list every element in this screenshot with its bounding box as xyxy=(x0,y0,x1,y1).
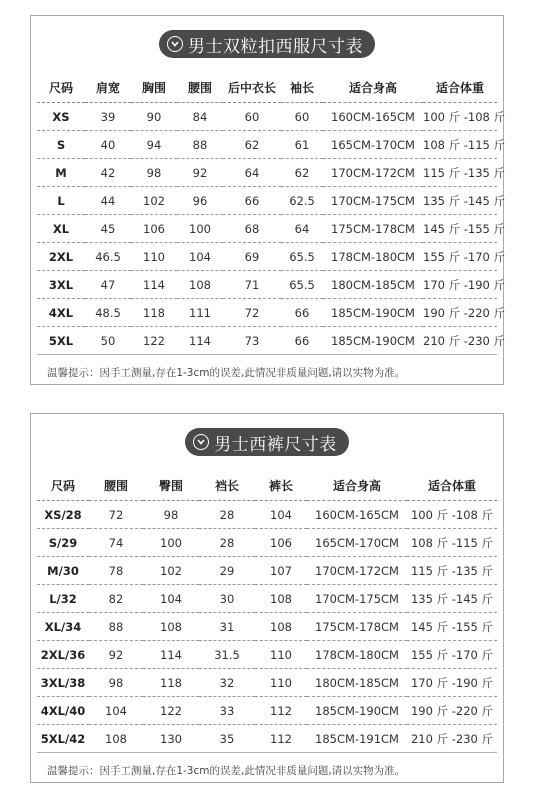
table-header-row xyxy=(37,470,497,501)
chevron-down-circle-icon xyxy=(193,434,209,450)
table-cell: 78 xyxy=(89,557,143,585)
table-cell: 35 xyxy=(199,725,255,753)
table-cell: 68 xyxy=(223,215,281,243)
table-cell: 66 xyxy=(223,187,281,215)
table-cell: 62.5 xyxy=(281,187,323,215)
table-cell: 210 斤 -230 斤 xyxy=(407,725,497,753)
table-cell: 178CM-180CM xyxy=(307,641,407,669)
table-cell: 112 xyxy=(255,697,307,725)
table-cell: 155 斤 -170 斤 xyxy=(423,243,497,271)
size-label: 4XL/40 xyxy=(37,697,89,725)
table-cell: 69 xyxy=(223,243,281,271)
table-cell: 102 xyxy=(131,187,177,215)
size-label: 3XL xyxy=(37,271,85,299)
table-cell: 82 xyxy=(89,585,143,613)
table-cell: 29 xyxy=(199,557,255,585)
table-cell: 46.5 xyxy=(85,243,131,271)
table-cell: 50 xyxy=(85,327,131,355)
jacket-note: 温馨提示：因手工测量,存在1-3cm的误差,此情况非质量问题,请以实物为准。 xyxy=(47,367,406,379)
table-cell: 175CM-178CM xyxy=(307,613,407,641)
table-cell: 28 xyxy=(199,501,255,529)
table-cell: 108 xyxy=(89,725,143,753)
table-cell: 108 斤 -115 斤 xyxy=(423,131,497,159)
chevron-down-circle-icon xyxy=(167,36,183,52)
table-row xyxy=(37,131,497,159)
table-row xyxy=(37,641,497,669)
column-header: 裤长 xyxy=(255,470,307,501)
table-cell: 110 xyxy=(131,243,177,271)
table-cell: 108 xyxy=(143,613,199,641)
table-cell: 33 xyxy=(199,697,255,725)
pants-title-banner xyxy=(185,428,349,456)
table-cell: 65.5 xyxy=(281,243,323,271)
table-row xyxy=(37,327,497,355)
pants-title-area xyxy=(31,414,503,470)
size-label: M xyxy=(37,159,85,187)
table-row xyxy=(37,187,497,215)
table-cell: 71 xyxy=(223,271,281,299)
table-cell: 108 斤 -115 斤 xyxy=(407,529,497,557)
table-cell: 104 xyxy=(143,585,199,613)
table-row xyxy=(37,243,497,271)
pants-size-chart xyxy=(30,413,504,783)
table-cell: 39 xyxy=(85,103,131,131)
table-row xyxy=(37,585,497,613)
table-cell: 73 xyxy=(223,327,281,355)
table-cell: 100 斤 -108 斤 xyxy=(423,103,497,131)
table-cell: 145 斤 -155 斤 xyxy=(423,215,497,243)
table-cell: 31 xyxy=(199,613,255,641)
table-cell: 170CM-172CM xyxy=(307,557,407,585)
table-cell: 122 xyxy=(131,327,177,355)
table-cell: 44 xyxy=(85,187,131,215)
column-header: 腰围 xyxy=(89,470,143,501)
size-label: 2XL xyxy=(37,243,85,271)
column-header: 袖长 xyxy=(281,72,323,103)
table-row xyxy=(37,613,497,641)
column-header: 适合身高 xyxy=(307,470,407,501)
column-header: 腰围 xyxy=(177,72,223,103)
table-cell: 165CM-170CM xyxy=(323,131,423,159)
table-cell: 135 斤 -145 斤 xyxy=(423,187,497,215)
table-cell: 210 斤 -230 斤 xyxy=(423,327,497,355)
table-cell: 115 斤 -135 斤 xyxy=(407,557,497,585)
size-label: 5XL/42 xyxy=(37,725,89,753)
column-header: 适合体重 xyxy=(423,72,497,103)
table-cell: 114 xyxy=(131,271,177,299)
table-cell: 92 xyxy=(89,641,143,669)
table-cell: 96 xyxy=(177,187,223,215)
column-header: 适合体重 xyxy=(407,470,497,501)
table-cell: 31.5 xyxy=(199,641,255,669)
size-label: 4XL xyxy=(37,299,85,327)
table-row xyxy=(37,103,497,131)
size-label: XS/28 xyxy=(37,501,89,529)
table-cell: 114 xyxy=(143,641,199,669)
table-cell: 190 斤 -220 斤 xyxy=(407,697,497,725)
column-header: 裆长 xyxy=(199,470,255,501)
table-cell: 190 斤 -220 斤 xyxy=(423,299,497,327)
table-cell: 185CM-190CM xyxy=(323,327,423,355)
table-cell: 64 xyxy=(223,159,281,187)
size-label: XS xyxy=(37,103,85,131)
table-cell: 66 xyxy=(281,299,323,327)
table-cell: 106 xyxy=(131,215,177,243)
table-row xyxy=(37,501,497,529)
size-label: S/29 xyxy=(37,529,89,557)
size-label: L xyxy=(37,187,85,215)
table-cell: 170 斤 -190 斤 xyxy=(423,271,497,299)
column-header: 尺码 xyxy=(37,470,89,501)
table-cell: 48.5 xyxy=(85,299,131,327)
table-cell: 90 xyxy=(131,103,177,131)
table-cell: 108 xyxy=(255,585,307,613)
table-cell: 98 xyxy=(89,669,143,697)
size-label: S xyxy=(37,131,85,159)
column-header: 尺码 xyxy=(37,72,85,103)
column-header: 后中衣长 xyxy=(223,72,281,103)
table-cell: 65.5 xyxy=(281,271,323,299)
table-cell: 170 斤 -190 斤 xyxy=(407,669,497,697)
table-cell: 178CM-180CM xyxy=(323,243,423,271)
table-cell: 165CM-170CM xyxy=(307,529,407,557)
size-label: 5XL xyxy=(37,327,85,355)
table-cell: 64 xyxy=(281,215,323,243)
table-cell: 28 xyxy=(199,529,255,557)
table-cell: 62 xyxy=(281,159,323,187)
table-cell: 185CM-190CM xyxy=(323,299,423,327)
table-cell: 47 xyxy=(85,271,131,299)
table-cell: 84 xyxy=(177,103,223,131)
table-cell: 74 xyxy=(89,529,143,557)
table-row xyxy=(37,669,497,697)
table-cell: 107 xyxy=(255,557,307,585)
column-header: 适合身高 xyxy=(323,72,423,103)
table-cell: 170CM-175CM xyxy=(307,585,407,613)
table-row xyxy=(37,159,497,187)
table-row xyxy=(37,529,497,557)
column-header: 臀围 xyxy=(143,470,199,501)
size-label: M/30 xyxy=(37,557,89,585)
table-cell: 180CM-185CM xyxy=(307,669,407,697)
column-header: 肩宽 xyxy=(85,72,131,103)
size-label: XL xyxy=(37,215,85,243)
table-cell: 66 xyxy=(281,327,323,355)
table-row xyxy=(37,725,497,753)
table-cell: 98 xyxy=(143,501,199,529)
pants-note: 温馨提示：因手工测量,存在1-3cm的误差,此情况非质量问题,请以实物为准。 xyxy=(47,765,406,777)
table-cell: 180CM-185CM xyxy=(323,271,423,299)
table-cell: 160CM-165CM xyxy=(323,103,423,131)
table-cell: 135 斤 -145 斤 xyxy=(407,585,497,613)
table-cell: 106 xyxy=(255,529,307,557)
jacket-title-banner xyxy=(159,30,375,58)
table-cell: 122 xyxy=(143,697,199,725)
table-cell: 72 xyxy=(89,501,143,529)
table-cell: 175CM-178CM xyxy=(323,215,423,243)
table-cell: 100 xyxy=(177,215,223,243)
jacket-size-chart xyxy=(30,15,504,385)
table-cell: 42 xyxy=(85,159,131,187)
table-row xyxy=(37,271,497,299)
jacket-size-table xyxy=(37,72,506,355)
table-cell: 110 xyxy=(255,641,307,669)
table-cell: 111 xyxy=(177,299,223,327)
table-cell: 92 xyxy=(177,159,223,187)
table-cell: 60 xyxy=(281,103,323,131)
pants-title: 男士西裤尺寸表 xyxy=(214,434,337,455)
table-cell: 88 xyxy=(177,131,223,159)
column-header: 胸围 xyxy=(131,72,177,103)
table-row xyxy=(37,299,497,327)
table-cell: 185CM-191CM xyxy=(307,725,407,753)
table-cell: 72 xyxy=(223,299,281,327)
size-label: 3XL/38 xyxy=(37,669,89,697)
table-cell: 45 xyxy=(85,215,131,243)
table-cell: 104 xyxy=(177,243,223,271)
table-cell: 104 xyxy=(255,501,307,529)
size-label: 2XL/36 xyxy=(37,641,89,669)
jacket-title: 男士双粒扣西服尺寸表 xyxy=(188,36,363,57)
table-row xyxy=(37,557,497,585)
table-row xyxy=(37,697,497,725)
table-cell: 118 xyxy=(131,299,177,327)
table-cell: 130 xyxy=(143,725,199,753)
table-cell: 108 xyxy=(255,613,307,641)
table-cell: 155 斤 -170 斤 xyxy=(407,641,497,669)
table-cell: 30 xyxy=(199,585,255,613)
table-cell: 102 xyxy=(143,557,199,585)
table-cell: 98 xyxy=(131,159,177,187)
table-cell: 100 斤 -108 斤 xyxy=(407,501,497,529)
table-cell: 110 xyxy=(255,669,307,697)
table-header-row xyxy=(37,72,497,103)
table-cell: 104 xyxy=(89,697,143,725)
table-cell: 94 xyxy=(131,131,177,159)
table-cell: 114 xyxy=(177,327,223,355)
table-cell: 170CM-172CM xyxy=(323,159,423,187)
size-label: XL/34 xyxy=(37,613,89,641)
table-cell: 185CM-190CM xyxy=(307,697,407,725)
size-label: L/32 xyxy=(37,585,89,613)
table-cell: 100 xyxy=(143,529,199,557)
table-cell: 115 斤 -135 斤 xyxy=(423,159,497,187)
table-cell: 60 xyxy=(223,103,281,131)
table-row xyxy=(37,215,497,243)
pants-size-table xyxy=(37,470,497,753)
table-cell: 170CM-175CM xyxy=(323,187,423,215)
table-cell: 112 xyxy=(255,725,307,753)
table-cell: 145 斤 -155 斤 xyxy=(407,613,497,641)
table-cell: 61 xyxy=(281,131,323,159)
table-cell: 118 xyxy=(143,669,199,697)
table-cell: 108 xyxy=(177,271,223,299)
jacket-title-area xyxy=(31,16,503,72)
table-cell: 160CM-165CM xyxy=(307,501,407,529)
table-cell: 88 xyxy=(89,613,143,641)
table-cell: 62 xyxy=(223,131,281,159)
table-cell: 32 xyxy=(199,669,255,697)
table-cell: 40 xyxy=(85,131,131,159)
